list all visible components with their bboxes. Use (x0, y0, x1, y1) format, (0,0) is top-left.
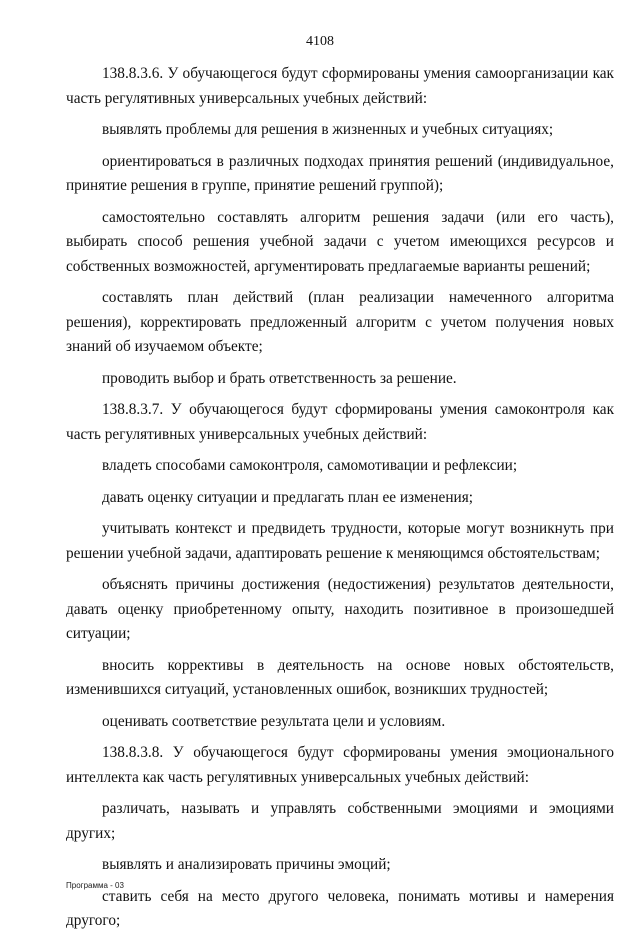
section-heading-138-8-3-6: 138.8.3.6. У обучающегося будут сформированы умения самоорганизации как часть регулятивных универсальных учебных действий: (66, 65, 614, 107)
page-number: 4108 (306, 34, 334, 49)
section-heading-138-8-3-8: 138.8.3.8. У обучающегося будут сформированы умения эмоционального интеллекта как часть регулятивных универсальных учебных действий: (66, 744, 614, 786)
page-footer: Программа - 03 (66, 881, 124, 890)
list-item: вносить коррективы в деятельность на основе новых обстоятельств, изменившихся ситуаций, установленных ошибок, возникших трудностей; (66, 656, 614, 698)
list-item: оценивать соответствие результата цели и условиям. (102, 712, 446, 730)
list-item: выявлять проблемы для решения в жизненных и учебных ситуациях; (102, 121, 554, 138)
list-item: самостоятельно составлять алгоритм решения задачи (или его часть), выбирать способ решения учебной задачи с учетом имеющихся ресурсов и собственных возможностей, аргументировать предлагаемые варианты решений; (66, 208, 614, 275)
list-item: учитывать контекст и предвидеть трудности, которые могут возникнуть при решении учебной задачи, адаптировать решение к меняющимся обстоятельствам; (66, 520, 614, 562)
list-item: владеть способами самоконтроля, самомотивации и рефлексии; (102, 457, 518, 474)
list-item: проводить выбор и брать ответственность за решение. (102, 369, 457, 387)
list-item: ставить себя на место другого человека, понимать мотивы и намерения другого; (66, 887, 614, 929)
list-item: давать оценку ситуации и предлагать план ее изменения; (102, 488, 473, 506)
list-item: составлять план действий (план реализации намеченного алгоритма решения), корректировать предложенный алгоритм с учетом получения новых знаний об изучаемом объекте; (66, 289, 614, 355)
list-item: ориентироваться в различных подходах принятия решений (индивидуальное, принятие решения в группе, принятие решений группой); (66, 152, 614, 194)
section-heading-138-8-3-7: 138.8.3.7. У обучающегося будут сформированы умения самоконтроля как часть регулятивных универсальных учебных действий: (66, 401, 614, 443)
list-item: объяснять причины достижения (недостижения) результатов деятельности, давать оценку приобретенному опыту, находить позитивное в произошедшей ситуации; (66, 576, 614, 642)
document-body (66, 62, 614, 941)
list-item: выявлять и анализировать причины эмоций; (102, 856, 391, 873)
list-item: различать, называть и управлять собственными эмоциями и эмоциями других; (66, 800, 614, 842)
